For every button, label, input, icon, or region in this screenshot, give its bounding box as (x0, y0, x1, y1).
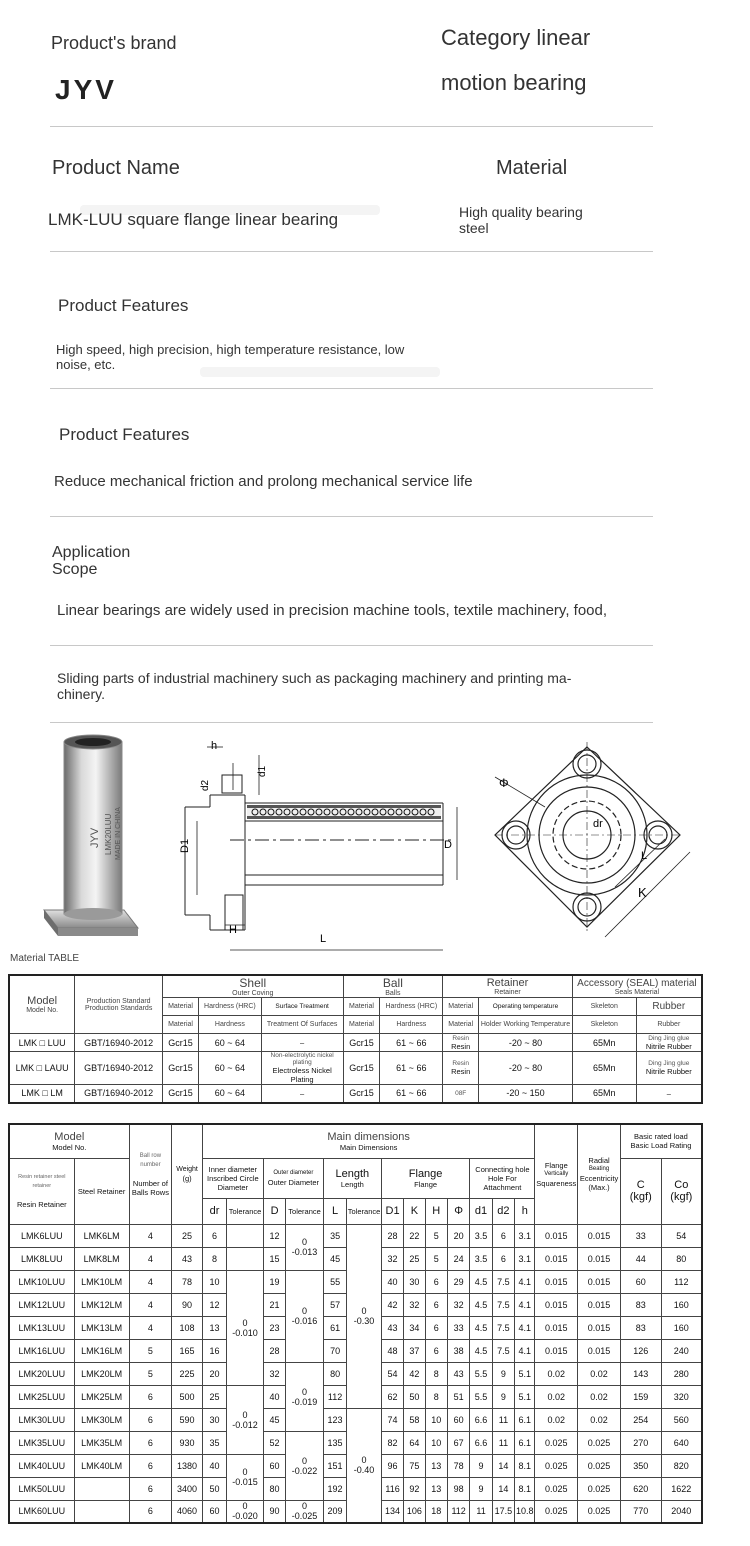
dt-dr-cell: 6 (202, 1224, 226, 1247)
dt-K-header: K (404, 1198, 425, 1224)
side-section-drawing (175, 735, 465, 955)
dt-H-header: H (425, 1198, 447, 1224)
features1-line1: High speed, high precision, high temperature resistance, low (56, 342, 405, 357)
mt-ret-temp-header: Operating temperature (479, 998, 573, 1016)
label-D1: D1 (179, 838, 191, 853)
label-h: h (211, 740, 218, 752)
mt-standard-header: Production Standard Production Standards (75, 975, 163, 1034)
dt-dr-cell: 10 (202, 1270, 226, 1293)
mt-ret-material-header: Material (443, 998, 479, 1016)
dt-D-cell: 90 (263, 1500, 285, 1523)
product-name-value: LMK-LUU square flange linear bearing (48, 210, 339, 229)
mt-skeleton-header: Skeleton (572, 998, 636, 1016)
dt-steel-model-cell: LMK12LM (74, 1293, 129, 1316)
application-label-line2: Scope (52, 561, 98, 578)
mt-shell-surface-header: Surface Treatment (261, 998, 343, 1016)
mt-ball-hardness-header: Hardness (HRC) (380, 998, 443, 1016)
mt-retainer-header: Retainer Retainer (443, 975, 573, 998)
dt-resin-model-cell: LMK10LUU (9, 1270, 74, 1293)
dt-L-tol-header: Tolerance (347, 1198, 382, 1224)
dt-D-cell: 23 (263, 1316, 285, 1339)
dt-flange-header: Flange Flange (381, 1158, 469, 1198)
dt-inner-header: Inner diameter Inscribed Circle Diameter (202, 1158, 263, 1198)
features1-label: Product Features (58, 296, 189, 315)
dt-L-cell: 123 (323, 1408, 346, 1431)
material-table-caption: Material TABLE (10, 953, 80, 964)
dt-D-cell: 15 (263, 1247, 285, 1270)
dt-L-cell: 80 (323, 1362, 346, 1385)
dt-L-cell: 61 (323, 1316, 346, 1339)
dt-dr-cell: 16 (202, 1339, 226, 1362)
label-L2: L (641, 850, 648, 862)
dt-L-cell: 209 (323, 1500, 346, 1523)
mt-shell-material-sub: Material (163, 1016, 199, 1034)
photo-stamp-model: LMK20LUU (104, 813, 113, 855)
dt-L-cell: 192 (323, 1477, 346, 1500)
dimension-table-row: LMK40LUU LMK40LM 6 1380 40 0 -0.015 60 151 96 75 13 78 9 14 8.1 0.025 0.025 350 820 (9, 1454, 702, 1477)
dt-steel-model-cell: LMK10LM (74, 1270, 129, 1293)
material-table (8, 974, 703, 1104)
dt-balls-header: Ball row number Number of Balls Rows (129, 1124, 172, 1224)
dt-dr-cell: 25 (202, 1385, 226, 1408)
dt-resin-model-cell: LMK50LUU (9, 1477, 74, 1500)
dt-resin-model-cell: LMK25LUU (9, 1385, 74, 1408)
dt-D-cell: 60 (263, 1454, 285, 1477)
dt-Co-header: Co (kgf) (661, 1158, 702, 1224)
material-value-line2: steel (459, 220, 489, 236)
dt-resin-model-cell: LMK13LUU (9, 1316, 74, 1339)
mt-ball-material-sub: Material (343, 1016, 380, 1034)
dimension-table-row: LMK25LUU LMK25LM 6 500 25 0 -0.012 40 112 62 50 8 51 5.5 9 5.1 0.02 0.02 159 320 (9, 1385, 702, 1408)
dt-resin-model-cell: LMK12LUU (9, 1293, 74, 1316)
dt-hole-header: Connecting hole Hole For Attachment (470, 1158, 535, 1198)
dt-resin-model-cell: LMK35LUU (9, 1431, 74, 1454)
dt-resin-model-cell: LMK8LUU (9, 1247, 74, 1270)
dt-D1-header: D1 (381, 1198, 403, 1224)
dt-radial-header: Radial Beating Eccentricity (Max.) (578, 1124, 621, 1224)
dt-steel-model-cell: LMK30LM (74, 1408, 129, 1431)
dt-steel-model-cell: LMK13LM (74, 1316, 129, 1339)
dt-resin-header: Resin retainer steel retainer Resin Retainer (9, 1158, 74, 1224)
material-table-row: LMK □ LM GBT/16940-2012 Gcr15 60 ~ 64 – Gcr15 61 ~ 66 08F -20 ~ 150 65Mn – (9, 1085, 702, 1103)
label-H: H (229, 924, 237, 936)
dt-D-cell: 45 (263, 1408, 285, 1431)
dt-steel-model-cell: LMK40LM (74, 1454, 129, 1477)
dt-load-header: Basic rated load Basic Load Rating (620, 1124, 702, 1158)
material-table-row: LMK □ LAUU GBT/16940-2012 Gcr15 60 ~ 64 Non-electrolytic nickel plating Electroless Nickel Plating Gcr15 61 ~ 66 Resin Resin -20 ~ 80 65Mn Ding Jing glue Nitrile Rubber (9, 1052, 702, 1085)
divider (50, 722, 653, 723)
dt-steel-model-cell: LMK6LM (74, 1224, 129, 1247)
application-text2-line2: chinery. (57, 686, 105, 702)
dt-D-cell: 80 (263, 1477, 285, 1500)
dt-steel-model-cell: LMK25LM (74, 1385, 129, 1408)
dt-main-header: Main dimensions Main Dimensions (202, 1124, 535, 1158)
dt-D-cell: 40 (263, 1385, 285, 1408)
mt-ball-material-header: Material (343, 998, 380, 1016)
dt-L-cell: 135 (323, 1431, 346, 1454)
dimension-table-row: LMK13LUU LMK13LM 4 108 13 23 61 43 34 6 33 4.5 7.5 4.1 0.015 0.015 83 160 (9, 1316, 702, 1339)
application-text1: Linear bearings are widely used in precision machine tools, textile machinery, food, (57, 602, 608, 619)
mt-shell-material-header: Material (163, 998, 199, 1016)
dt-dr-tolerance-cell: 0 -0.020 (227, 1500, 264, 1523)
dt-resin-model-cell: LMK6LUU (9, 1224, 74, 1247)
dt-D-tolerance-cell: 0 -0.013 (286, 1224, 324, 1270)
dt-steel-model-cell: LMK8LM (74, 1247, 129, 1270)
dt-L-header: L (323, 1198, 346, 1224)
category-line2: motion bearing (441, 70, 587, 95)
mt-shell-hardness-sub: Hardness (198, 1016, 261, 1034)
mt-skeleton-sub: Skeleton (572, 1016, 636, 1034)
dt-weight-header: Weight (g) (172, 1124, 203, 1224)
material-value-line1: High quality bearing (459, 204, 583, 220)
label-d1: d1 (257, 765, 268, 777)
mt-model-cell: LMK □ LUU (9, 1034, 75, 1052)
mt-rubber-sub: Rubber (636, 1016, 702, 1034)
application-text2-line1: Sliding parts of industrial machinery such as packaging machinery and printing ma- (57, 670, 572, 686)
dt-D-cell: 52 (263, 1431, 285, 1454)
dt-dr-tolerance-cell: 0 -0.012 (227, 1385, 264, 1454)
flange-front-drawing (475, 737, 705, 952)
dt-steel-model-cell: LMK20LM (74, 1362, 129, 1385)
dt-D-cell: 21 (263, 1293, 285, 1316)
dt-h-header: h (515, 1198, 535, 1224)
label-K: K (638, 885, 647, 900)
dt-dr-cell: 13 (202, 1316, 226, 1339)
dt-D-tolerance-cell: 0 -0.019 (286, 1362, 324, 1431)
dt-L-tolerance-cell: 0 -0.40 (347, 1408, 382, 1523)
dt-L-cell: 112 (323, 1385, 346, 1408)
dimension-table-row: LMK8LUU LMK8LM 4 43 8 15 45 32 25 5 24 3.5 6 3.1 0.015 0.015 44 80 (9, 1247, 702, 1270)
dt-dr-tolerance-cell: 0 -0.015 (227, 1454, 264, 1500)
dt-resin-model-cell: LMK16LUU (9, 1339, 74, 1362)
mt-model-cell: LMK □ LAUU (9, 1052, 75, 1085)
label-d2: d2 (200, 779, 211, 791)
dt-length-header: Length Length (323, 1158, 381, 1198)
product-name-label: Product Name (52, 157, 180, 179)
dt-D-tolerance-cell: 0 -0.025 (286, 1500, 324, 1523)
dt-dr-cell: 60 (202, 1500, 226, 1523)
ghost-text (200, 367, 440, 377)
dt-steel-model-cell: LMK35LM (74, 1431, 129, 1454)
dt-L-cell: 151 (323, 1454, 346, 1477)
divider (50, 126, 653, 127)
dt-dr-cell: 12 (202, 1293, 226, 1316)
mt-accessory-header: Accessory (SEAL) material Seals Material (572, 975, 702, 998)
mt-ball-hardness-sub: Hardness (380, 1016, 443, 1034)
mt-standard-cell: GBT/16940-2012 (75, 1034, 163, 1052)
mt-model-cell: LMK □ LM (9, 1085, 75, 1103)
dimension-table-row: LMK12LUU LMK12LM 4 90 12 21 57 42 32 6 32 4.5 7.5 4.1 0.015 0.015 83 160 (9, 1293, 702, 1316)
dt-L-tolerance-cell: 0 -0.30 (347, 1224, 382, 1408)
dt-D-cell: 28 (263, 1339, 285, 1362)
dt-D-cell: 32 (263, 1362, 285, 1385)
label-phi: Φ (499, 776, 509, 790)
dt-squareness-header: Flange Vertically Squareness (535, 1124, 578, 1224)
dt-dr-header: dr (202, 1198, 226, 1224)
dt-dr-tolerance-cell: 0 -0.010 (227, 1270, 264, 1385)
divider (50, 388, 653, 389)
dt-dr-cell: 50 (202, 1477, 226, 1500)
dt-L-cell: 35 (323, 1224, 346, 1247)
dt-D-cell: 19 (263, 1270, 285, 1293)
photo-stamp-brand: JYV (89, 827, 101, 848)
dt-C-header: C (kgf) (620, 1158, 661, 1224)
dt-steel-model-cell (74, 1500, 129, 1523)
category-line1: Category linear (441, 25, 591, 50)
dimension-table-row: LMK50LUU 6 3400 50 80 192 116 92 13 98 9 14 8.1 0.025 0.025 620 1622 (9, 1477, 702, 1500)
dt-dr-cell: 30 (202, 1408, 226, 1431)
dt-outer-header: Outer diameter Outer Diameter (263, 1158, 323, 1198)
dt-D-cell: 12 (263, 1224, 285, 1247)
dt-resin-model-cell: LMK60LUU (9, 1500, 74, 1523)
dt-dr-tolerance-cell (227, 1247, 264, 1270)
dt-resin-model-cell: LMK40LUU (9, 1454, 74, 1477)
divider (50, 516, 653, 517)
mt-ret-material-sub: Material (443, 1016, 479, 1034)
dimension-table-row: LMK20LUU LMK20LM 5 225 20 32 0 -0.019 80 54 42 8 43 5.5 9 5.1 0.02 0.02 143 280 (9, 1362, 702, 1385)
dt-dr-cell: 20 (202, 1362, 226, 1385)
dimension-table-row: LMK16LUU LMK16LM 5 165 16 28 70 48 37 6 38 4.5 7.5 4.1 0.015 0.015 126 240 (9, 1339, 702, 1362)
dt-d2-header: d2 (492, 1198, 514, 1224)
dt-dr-cell: 8 (202, 1247, 226, 1270)
mt-standard-cell: GBT/16940-2012 (75, 1052, 163, 1085)
dt-resin-model-cell: LMK30LUU (9, 1408, 74, 1431)
dimension-table-row: LMK30LUU LMK30LM 6 590 30 45 123 0 -0.40 74 58 10 60 6.6 11 6.1 0.02 0.02 254 560 (9, 1408, 702, 1431)
dt-L-cell: 55 (323, 1270, 346, 1293)
divider (50, 645, 653, 646)
mt-shell-hardness-header: Hardness (HRC) (198, 998, 261, 1016)
label-L: L (320, 933, 327, 945)
features2-label: Product Features (59, 425, 190, 444)
label-D: D (444, 839, 452, 851)
dt-d1-header: d1 (470, 1198, 492, 1224)
dt-L-cell: 70 (323, 1339, 346, 1362)
features1-line2: noise, etc. (56, 357, 116, 372)
mt-ball-header: Ball Balls (343, 975, 443, 998)
brand-value: JYV (55, 74, 117, 105)
dt-dr-tol-header: Tolerance (227, 1198, 264, 1224)
dt-D-tolerance-cell: 0 -0.016 (286, 1270, 324, 1362)
mt-ret-temp-sub: Holder Working Temperature (479, 1016, 573, 1034)
dt-dr-cell: 35 (202, 1431, 226, 1454)
mt-shell-surface-sub: Treatment Of Surfaces (261, 1016, 343, 1034)
dt-model-header: Model Model No. (9, 1124, 129, 1158)
dt-phi-header: Φ (447, 1198, 469, 1224)
divider (50, 251, 653, 252)
dt-L-cell: 57 (323, 1293, 346, 1316)
dimension-table-row: LMK35LUU LMK35LM 6 930 35 52 0 -0.022 135 82 64 10 67 6.6 11 6.1 0.025 0.025 270 640 (9, 1431, 702, 1454)
dt-steel-model-cell (74, 1477, 129, 1500)
features2-text: Reduce mechanical friction and prolong mechanical service life (54, 473, 473, 490)
dt-D-tol-header: Tolerance (286, 1198, 324, 1224)
dt-L-cell: 45 (323, 1247, 346, 1270)
dt-dr-cell: 40 (202, 1454, 226, 1477)
material-table-row: LMK □ LUU GBT/16940-2012 Gcr15 60 ~ 64 – Gcr15 61 ~ 66 Resin Resin -20 ~ 80 65Mn Ding Jing glue Nitrile Rubber (9, 1034, 702, 1052)
application-label-line1: Application (52, 544, 131, 561)
bearing-photo (40, 730, 170, 955)
dimension-table-row: LMK60LUU 6 4060 60 0 -0.020 90 0 -0.025 209 134 106 18 112 11 17.5 10.8 0.025 0.025 770 2040 (9, 1500, 702, 1523)
dt-D-header: D (263, 1198, 285, 1224)
photo-stamp-origin: MADE IN CHINA (115, 807, 122, 860)
dt-D-tolerance-cell: 0 -0.022 (286, 1431, 324, 1500)
brand-label: Product's brand (51, 33, 177, 53)
mt-shell-header: Shell Outer Coving (163, 975, 343, 998)
mt-model-header: Model Model No. (9, 975, 75, 1034)
dt-resin-model-cell: LMK20LUU (9, 1362, 74, 1385)
label-dr: dr (593, 818, 603, 830)
dimension-table-row: LMK6LUU LMK6LM 4 25 6 12 0 -0.013 35 0 -0.30 28 22 5 20 3.5 6 3.1 0.015 0.015 33 54 (9, 1224, 702, 1247)
dimension-table-row: LMK10LUU LMK10LM 4 78 10 0 -0.010 19 0 -0.016 55 40 30 6 29 4.5 7.5 4.1 0.015 0.015 60 112 (9, 1270, 702, 1293)
dt-steel-model-cell: LMK16LM (74, 1339, 129, 1362)
dt-steel-header: Steel Retainer (74, 1158, 129, 1224)
mt-standard-cell: GBT/16940-2012 (75, 1085, 163, 1103)
dt-dr-tolerance-cell (227, 1224, 264, 1247)
mt-rubber-header: Rubber (636, 998, 702, 1016)
dimension-table (8, 1123, 703, 1524)
material-label: Material (496, 157, 568, 179)
